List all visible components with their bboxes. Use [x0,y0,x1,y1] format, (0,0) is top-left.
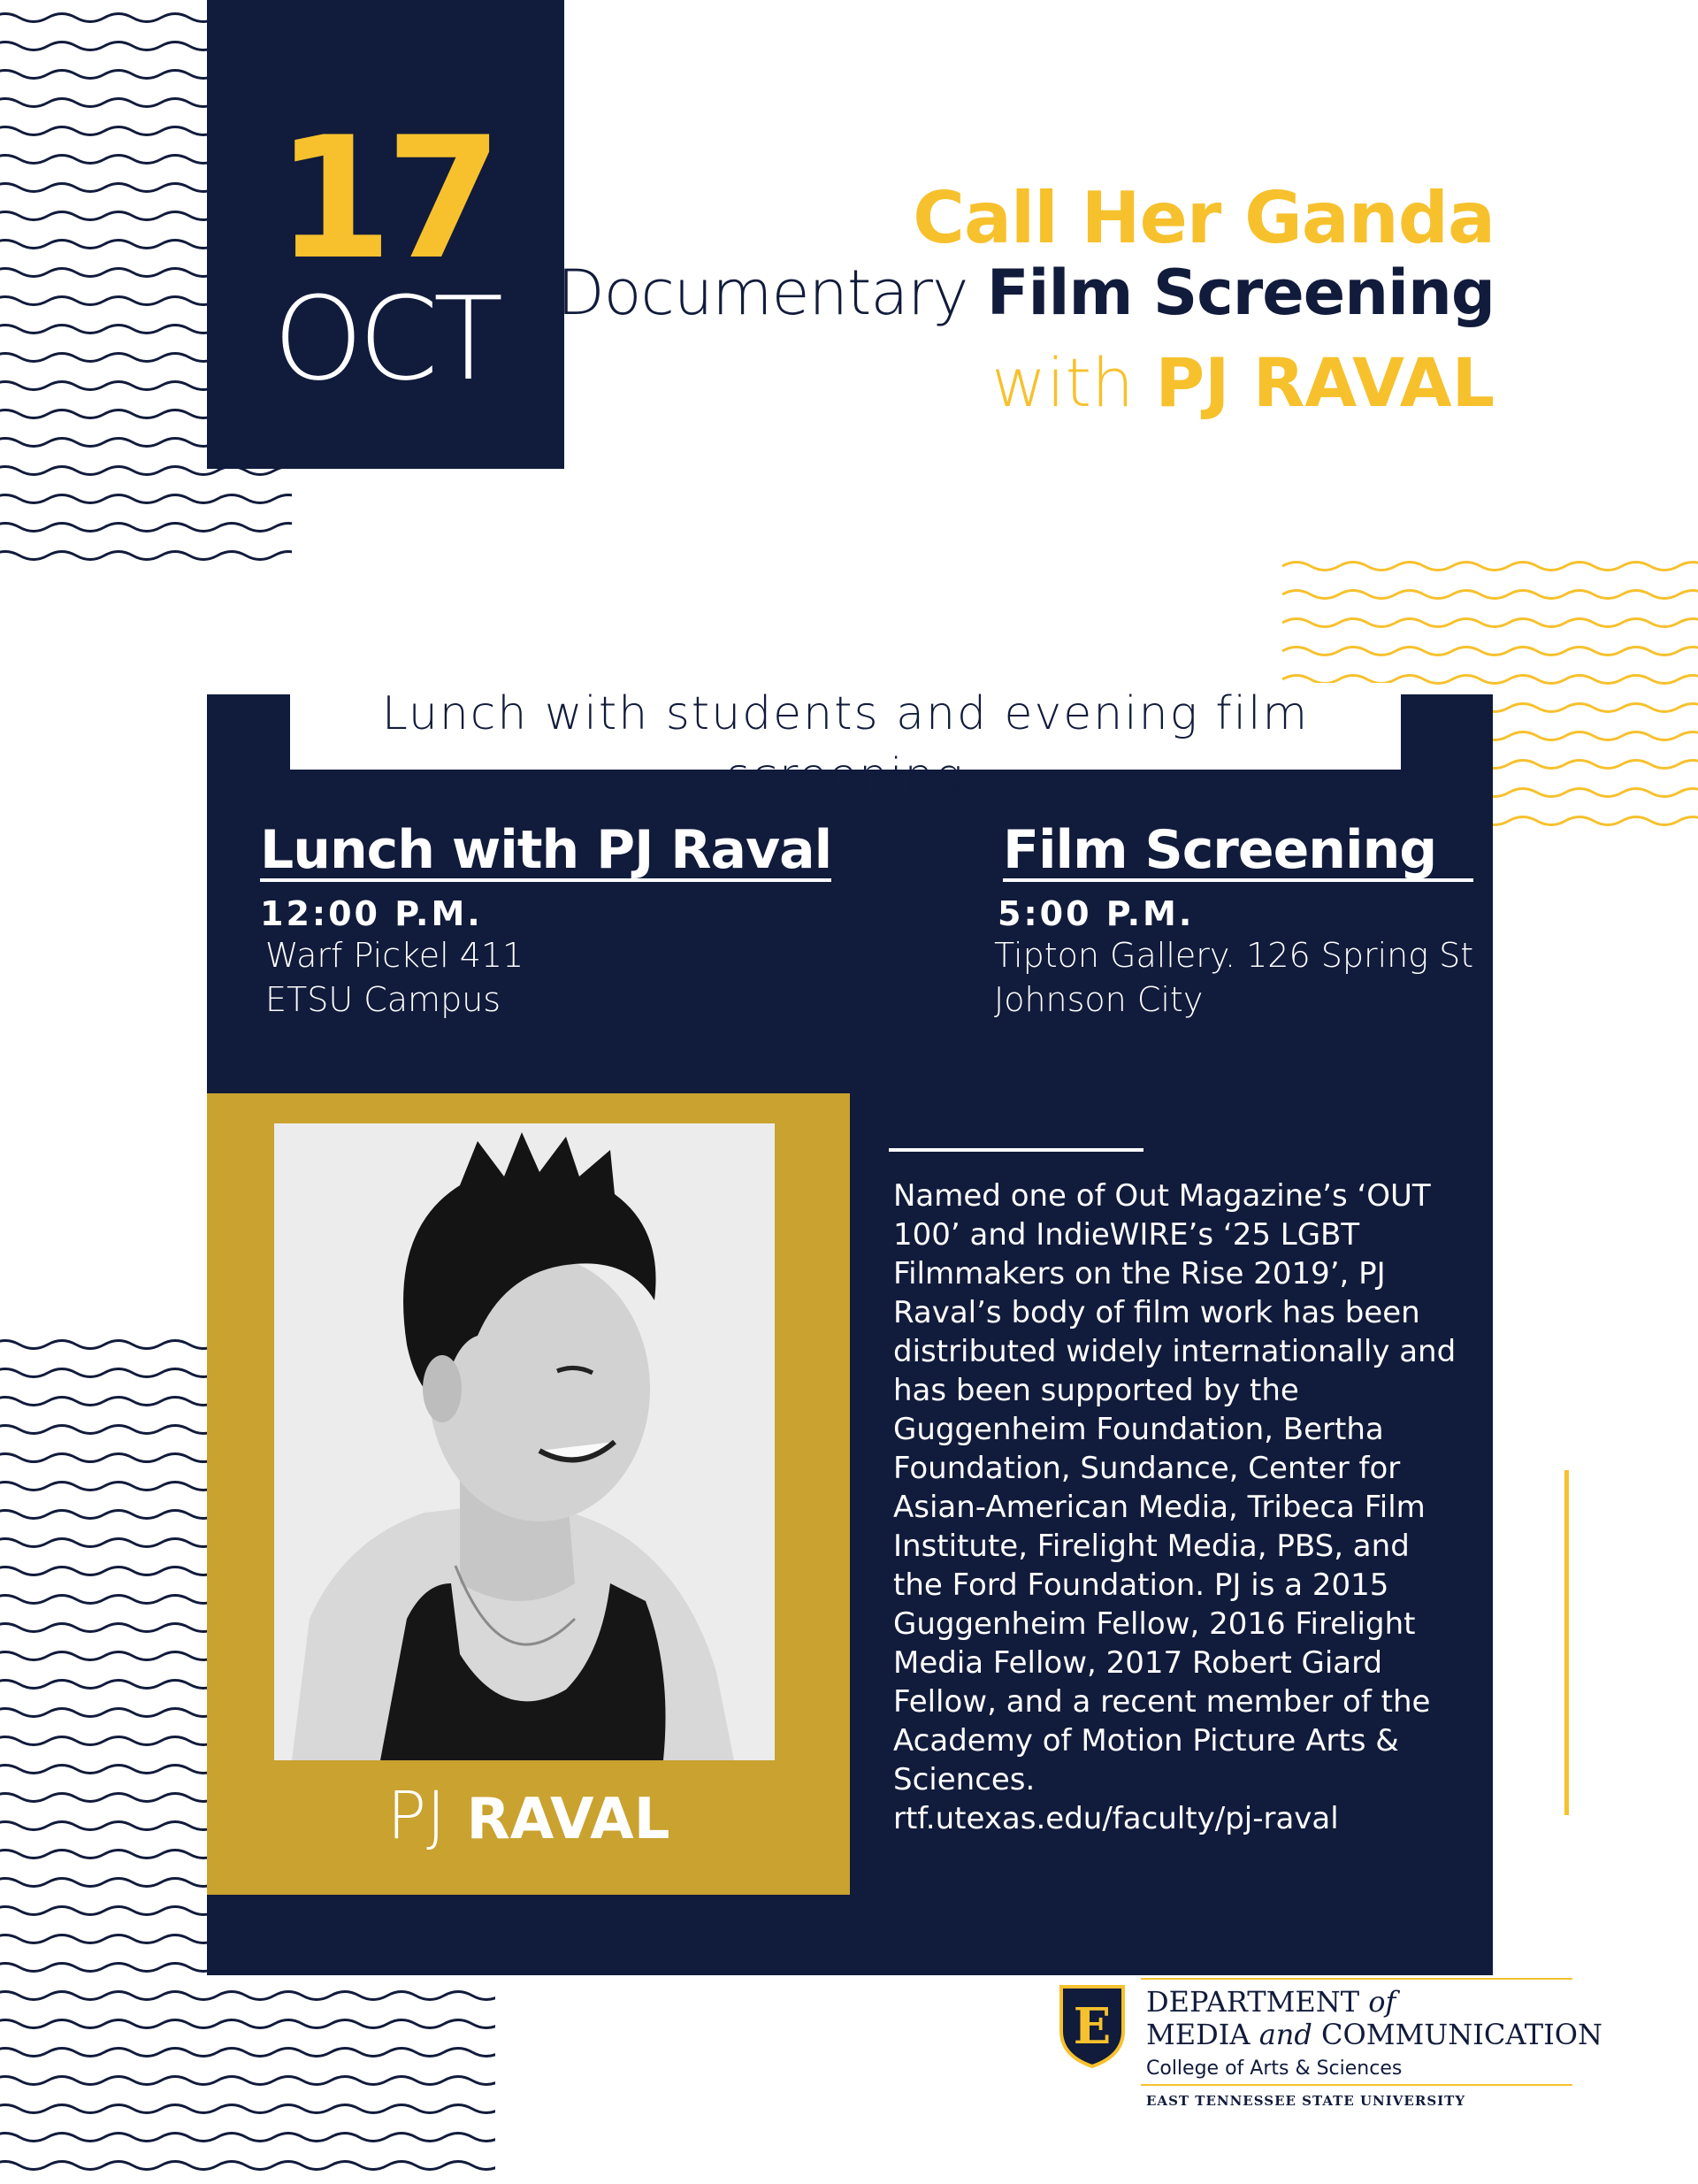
event-lunch-title: Lunch with PJ Raval [260,819,832,881]
speaker-bio [893,1176,1459,1838]
dept-media: MEDIA [1146,2018,1251,2051]
university-name: EAST TENNESSEE STATE UNIVERSITY [1146,2093,1466,2109]
event-lunch-campus: ETSU Campus [265,980,501,1019]
dept-name-line2 [1146,2018,1602,2051]
wave-line [0,2077,495,2085]
event-screening-city: Johnson City [994,980,1204,1019]
etsu-shield-icon [1058,1981,1127,2070]
wave-line [1282,648,1698,655]
event-screening [994,819,1474,1022]
wave-line [1282,591,1698,599]
event-type-heading [557,257,1495,329]
shield-letter: E [1073,1997,1112,2056]
wave-line [0,2049,495,2057]
date-month: OCT [272,272,499,406]
subtitle-banner: Lunch with students and evening film screening [290,683,1401,770]
event-type-bold: Film Screening [986,257,1495,329]
wave-line [1282,619,1698,627]
dept-rule-bottom [1141,2084,1572,2086]
wave-line [0,552,292,560]
event-screening-time: 5:00 P.M. [998,894,1195,933]
speaker-portrait-illustration [274,1123,775,1760]
wave-line [0,2105,495,2113]
wave-line [0,1992,495,2000]
dept-communication: COMMUNICATION [1321,2018,1602,2051]
speaker-name [207,1778,850,1854]
wave-line [1282,563,1698,571]
wave-line [0,2020,495,2028]
accent-line [1564,1470,1569,1815]
wave-line [0,495,292,503]
event-screening-title: Film Screening [1003,823,1473,882]
college-name: College of Arts & Sciences [1146,2058,1403,2080]
event-lunch-location: Warf Pickel 411 [265,936,524,975]
dept-rule-top [1141,1978,1572,1980]
dept-name-line1 [1146,1985,1396,2019]
event-lunch-time: 12:00 P.M. [260,894,483,933]
dept-of: of [1368,1985,1396,2019]
date-block [207,0,564,469]
dept-department: DEPARTMENT [1146,1985,1360,2019]
wave-line [0,2162,495,2170]
speaker-last-name: RAVAL [466,1787,670,1852]
date-day: 17 [275,101,496,296]
event-type-light: Documentary [556,257,968,329]
event-lunch [260,819,832,1022]
bio-paragraph: Named one of Out Magazine’s ‘OUT 100’ and IndieWIRE’s ‘25 LGBT Filmmakers on the Rise 2019’, PJ Raval’s body of film work has been distributed widely internationally and has been supported by the Guggenheim Foundation, Bertha Foundation, Sundance, Center for Asian-American Media, Tribeca Film Institute, Firelight Media, PBS, and the Ford Foundation. PJ is a 2015 Guggenheim Fellow, 2016 Firelight Media Fellow, 2017 Robert Giard Fellow, and a recent member of the Academy of Motion Picture Arts & Sciences. [893,1178,1457,1797]
event-screening-location: Tipton Gallery. 126 Spring St [994,936,1474,975]
speaker-photo [274,1123,775,1760]
guest-heading-name: PJ RAVAL [1155,343,1495,422]
guest-heading [991,343,1495,422]
wave-line [0,2134,495,2142]
bio-divider [889,1148,1143,1152]
speaker-first-name: PJ [386,1778,446,1854]
dept-and: and [1258,2018,1312,2051]
guest-heading-light: with [991,343,1135,422]
bio-link[interactable]: rtf.utexas.edu/faculty/pj-raval [893,1801,1339,1836]
wave-line [0,524,292,532]
film-title: Call Her Ganda [913,177,1495,259]
